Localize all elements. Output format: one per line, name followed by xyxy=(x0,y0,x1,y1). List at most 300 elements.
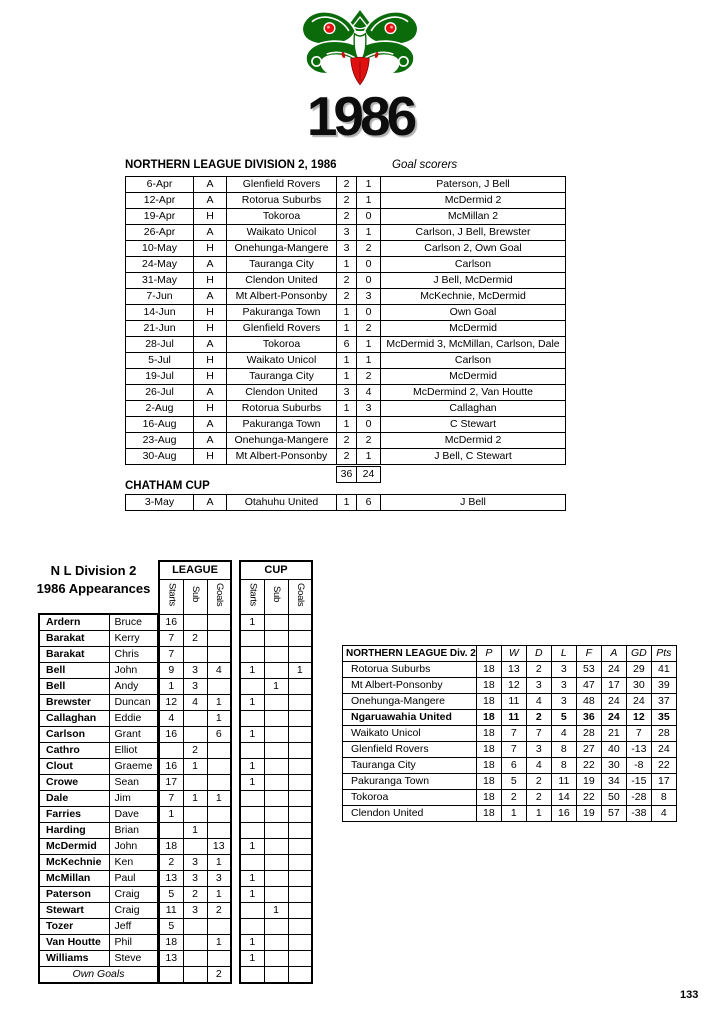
stat-value xyxy=(207,743,231,759)
match-goals-against: 1 xyxy=(357,353,381,369)
match-venue: H xyxy=(194,449,227,465)
standings-row xyxy=(343,678,677,694)
group-header-row xyxy=(240,561,312,580)
standings-value: 8 xyxy=(551,742,576,758)
match-goals-against: 2 xyxy=(357,321,381,337)
results-totals xyxy=(336,466,381,483)
match-goals-against: 1 xyxy=(357,193,381,209)
match-venue: A xyxy=(194,289,227,305)
stat-value: 2 xyxy=(183,887,207,903)
match-goals-for: 1 xyxy=(337,369,357,385)
appearances-league-stats-table xyxy=(158,560,232,984)
match-date: 10-May xyxy=(126,241,194,257)
player-firstname: Craig xyxy=(109,903,158,919)
player-row xyxy=(39,647,158,663)
own-goals-stat-value xyxy=(183,967,207,984)
standings-column-header: L xyxy=(551,646,576,662)
player-row xyxy=(39,807,158,823)
standings-value: 1 xyxy=(526,806,551,822)
match-goals-for: 3 xyxy=(337,385,357,401)
match-goals-for: 2 xyxy=(337,289,357,305)
standings-row xyxy=(343,694,677,710)
match-goals-against: 0 xyxy=(357,257,381,273)
match-date: 6-Apr xyxy=(126,177,194,193)
stat-value: 1 xyxy=(183,759,207,775)
standings-value: 22 xyxy=(576,790,601,806)
match-scorers: McDermid xyxy=(381,321,566,337)
match-row xyxy=(126,241,566,257)
player-row xyxy=(39,887,158,903)
match-scorers: J Bell, C Stewart xyxy=(381,449,566,465)
match-goals-for: 2 xyxy=(337,273,357,289)
stat-value xyxy=(183,839,207,855)
stat-value: 1 xyxy=(207,791,231,807)
match-row xyxy=(126,337,566,353)
stat-value xyxy=(240,647,264,663)
match-row xyxy=(126,177,566,193)
match-row xyxy=(126,321,566,337)
stat-value: 4 xyxy=(207,663,231,679)
player-stats-row xyxy=(240,823,312,839)
player-surname: Crowe xyxy=(39,775,109,791)
match-scorers: McDermid 2 xyxy=(381,433,566,449)
match-opponent: Mt Albert-Ponsonby xyxy=(227,289,337,305)
stat-value: 2 xyxy=(159,855,183,871)
match-goals-against: 0 xyxy=(357,305,381,321)
standings-value: 57 xyxy=(601,806,626,822)
standings-value: 34 xyxy=(601,774,626,790)
stat-value xyxy=(288,727,312,743)
stat-value xyxy=(240,903,264,919)
match-opponent: Tokoroa xyxy=(227,209,337,225)
match-goals-against: 1 xyxy=(357,225,381,241)
player-row xyxy=(39,791,158,807)
match-row xyxy=(126,385,566,401)
standings-value: 48 xyxy=(576,694,601,710)
stat-value xyxy=(264,871,288,887)
match-opponent: Mt Albert-Ponsonby xyxy=(227,449,337,465)
match-goals-for: 1 xyxy=(337,417,357,433)
stat-column-label-text: Starts xyxy=(166,582,178,606)
own-goals-stat-value xyxy=(159,967,183,984)
match-venue: A xyxy=(194,193,227,209)
player-row xyxy=(39,727,158,743)
player-row xyxy=(39,759,158,775)
match-row xyxy=(126,369,566,385)
stat-value xyxy=(159,823,183,839)
player-stats-row xyxy=(159,695,231,711)
stat-value: 1 xyxy=(159,679,183,695)
standings-value: 12 xyxy=(501,678,526,694)
standings-value: 18 xyxy=(476,662,501,678)
standings-value: 18 xyxy=(476,694,501,710)
stat-value: 11 xyxy=(159,903,183,919)
appearances-title-line2: 1986 Appearances xyxy=(36,581,151,596)
match-opponent: Waikato Unicol xyxy=(227,225,337,241)
match-scorers: McMillan 2 xyxy=(381,209,566,225)
stat-value xyxy=(240,679,264,695)
player-surname: Stewart xyxy=(39,903,109,919)
match-date: 3-May xyxy=(126,495,194,511)
match-goals-against: 4 xyxy=(357,385,381,401)
stat-value: 1 xyxy=(207,855,231,871)
player-stats-row xyxy=(159,743,231,759)
match-date: 28-Jul xyxy=(126,337,194,353)
total-goals-for: 36 xyxy=(337,467,357,483)
stat-value xyxy=(264,695,288,711)
maori-mask-icon xyxy=(299,6,421,91)
match-venue: A xyxy=(194,385,227,401)
standings-value: 41 xyxy=(651,662,676,678)
standings-column-header: GD xyxy=(626,646,651,662)
player-surname: McDermid xyxy=(39,839,109,855)
player-firstname: Brian xyxy=(109,823,158,839)
player-firstname: Eddie xyxy=(109,711,158,727)
standings-row xyxy=(343,662,677,678)
standings-value: 28 xyxy=(576,726,601,742)
match-row xyxy=(126,401,566,417)
match-goals-for: 2 xyxy=(337,177,357,193)
standings-column-header: D xyxy=(526,646,551,662)
stat-value: 4 xyxy=(183,695,207,711)
stat-value: 1 xyxy=(207,887,231,903)
player-stats-row xyxy=(240,791,312,807)
match-scorers: C Stewart xyxy=(381,417,566,433)
stat-value: 1 xyxy=(240,663,264,679)
stat-value xyxy=(183,951,207,967)
stat-value xyxy=(288,615,312,631)
player-stats-row xyxy=(240,695,312,711)
player-surname: Ardern xyxy=(39,614,109,631)
stat-value: 3 xyxy=(183,903,207,919)
match-goals-for: 1 xyxy=(337,495,357,511)
standings-value: 11 xyxy=(501,694,526,710)
stat-value: 1 xyxy=(264,679,288,695)
player-firstname: Elliot xyxy=(109,743,158,759)
player-stats-row xyxy=(240,743,312,759)
stat-value xyxy=(264,647,288,663)
stat-value xyxy=(288,855,312,871)
standings-row xyxy=(343,774,677,790)
player-firstname: Phil xyxy=(109,935,158,951)
standings-value: 13 xyxy=(501,662,526,678)
stat-value xyxy=(288,759,312,775)
stat-value: 1 xyxy=(240,615,264,631)
player-firstname: Dave xyxy=(109,807,158,823)
stat-value xyxy=(183,935,207,951)
stat-value xyxy=(240,823,264,839)
standings-value: 4 xyxy=(526,758,551,774)
player-row xyxy=(39,743,158,759)
match-goals-for: 2 xyxy=(337,433,357,449)
appearances-names-table xyxy=(38,613,159,984)
standings-value: 4 xyxy=(651,806,676,822)
own-goals-stat-value xyxy=(240,967,264,984)
player-surname: Dale xyxy=(39,791,109,807)
match-scorers: Paterson, J Bell xyxy=(381,177,566,193)
standings-value: -8 xyxy=(626,758,651,774)
player-firstname: Grant xyxy=(109,727,158,743)
player-row xyxy=(39,695,158,711)
stat-value: 18 xyxy=(159,935,183,951)
standings-column-header: Pts xyxy=(651,646,676,662)
stat-value xyxy=(207,759,231,775)
stat-value xyxy=(240,743,264,759)
standings-column-header: W xyxy=(501,646,526,662)
player-row xyxy=(39,903,158,919)
match-scorers: J Bell, McDermid xyxy=(381,273,566,289)
stat-value xyxy=(207,679,231,695)
stat-value xyxy=(288,743,312,759)
own-goals-label: Own Goals xyxy=(39,967,158,984)
standings-value: 16 xyxy=(551,806,576,822)
match-goals-for: 6 xyxy=(337,337,357,353)
stat-value xyxy=(264,711,288,727)
stat-value xyxy=(264,919,288,935)
appearances-cup-stats-table xyxy=(239,560,313,984)
standings-value: 7 xyxy=(526,726,551,742)
chatham-cup-table xyxy=(125,494,566,511)
match-scorers: McKechnie, McDermid xyxy=(381,289,566,305)
match-scorers: McDermid 3, McMillan, Carlson, Dale xyxy=(381,337,566,353)
player-firstname: Graeme xyxy=(109,759,158,775)
stat-value: 7 xyxy=(159,647,183,663)
match-scorers: Callaghan xyxy=(381,401,566,417)
match-goals-for: 2 xyxy=(337,209,357,225)
player-stats-row xyxy=(240,839,312,855)
match-row xyxy=(126,449,566,465)
player-row xyxy=(39,679,158,695)
player-surname: Farries xyxy=(39,807,109,823)
stat-value: 12 xyxy=(159,695,183,711)
match-scorers: Carlson xyxy=(381,257,566,273)
standings-team: Rotorua Suburbs xyxy=(343,662,477,678)
own-goals-stats-row xyxy=(240,967,312,984)
match-venue: H xyxy=(194,401,227,417)
stat-value: 4 xyxy=(159,711,183,727)
player-stats-row xyxy=(159,759,231,775)
stat-value xyxy=(264,935,288,951)
player-stats-row xyxy=(240,935,312,951)
standings-value: 22 xyxy=(576,758,601,774)
match-opponent: Rotorua Suburbs xyxy=(227,401,337,417)
match-scorers: Own Goal xyxy=(381,305,566,321)
player-surname: Bell xyxy=(39,663,109,679)
match-opponent: Waikato Unicol xyxy=(227,353,337,369)
stat-value: 6 xyxy=(207,727,231,743)
match-date: 19-Jul xyxy=(126,369,194,385)
stat-value: 7 xyxy=(159,631,183,647)
match-date: 2-Aug xyxy=(126,401,194,417)
results-table xyxy=(125,176,566,465)
standings-row xyxy=(343,790,677,806)
stat-value xyxy=(264,727,288,743)
stat-value: 1 xyxy=(159,807,183,823)
player-surname: Williams xyxy=(39,951,109,967)
standings-value: 27 xyxy=(576,742,601,758)
stat-value xyxy=(288,807,312,823)
player-stats-row xyxy=(159,919,231,935)
match-date: 19-Apr xyxy=(126,209,194,225)
stat-value xyxy=(240,807,264,823)
stat-value: 3 xyxy=(207,871,231,887)
player-stats-row xyxy=(240,711,312,727)
standings-value: -38 xyxy=(626,806,651,822)
standings-value: 3 xyxy=(526,678,551,694)
match-goals-for: 3 xyxy=(337,241,357,257)
player-surname: Brewster xyxy=(39,695,109,711)
stat-value: 3 xyxy=(183,871,207,887)
player-row xyxy=(39,951,158,967)
stat-value xyxy=(264,823,288,839)
stat-value: 5 xyxy=(159,919,183,935)
club-logo xyxy=(278,6,442,147)
match-venue: A xyxy=(194,337,227,353)
standings-value: 12 xyxy=(626,710,651,726)
stat-value: 1 xyxy=(240,695,264,711)
stat-value xyxy=(264,807,288,823)
stat-column-label-text: Goals xyxy=(294,582,306,607)
stat-value: 7 xyxy=(159,791,183,807)
player-stats-row xyxy=(159,871,231,887)
standings-value: 29 xyxy=(626,662,651,678)
stat-value: 3 xyxy=(183,679,207,695)
standings-value: 24 xyxy=(601,662,626,678)
stat-value: 3 xyxy=(183,663,207,679)
player-row xyxy=(39,775,158,791)
player-stats-row xyxy=(159,711,231,727)
standings-value: 18 xyxy=(476,742,501,758)
standings-value: 18 xyxy=(476,678,501,694)
standings-row xyxy=(343,710,677,726)
stat-value xyxy=(240,791,264,807)
chatham-cup-title: CHATHAM CUP xyxy=(125,480,210,492)
stat-value xyxy=(207,775,231,791)
standings-value: 40 xyxy=(601,742,626,758)
stat-value: 18 xyxy=(159,839,183,855)
standings-value: 22 xyxy=(651,758,676,774)
stat-value xyxy=(207,823,231,839)
player-surname: Callaghan xyxy=(39,711,109,727)
standings-value: 1 xyxy=(501,806,526,822)
player-stats-row xyxy=(240,679,312,695)
match-venue: A xyxy=(194,257,227,273)
stat-column-label-text: Sub xyxy=(190,586,201,603)
stat-value xyxy=(264,631,288,647)
player-surname: Cathro xyxy=(39,743,109,759)
match-opponent: Glenfield Rovers xyxy=(227,321,337,337)
stat-value xyxy=(207,919,231,935)
standings-row xyxy=(343,742,677,758)
standings-value: 7 xyxy=(501,726,526,742)
match-row xyxy=(126,433,566,449)
player-firstname: Craig xyxy=(109,887,158,903)
group-header-row xyxy=(159,561,231,580)
match-goals-for: 1 xyxy=(337,401,357,417)
player-firstname: John xyxy=(109,839,158,855)
match-goals-against: 1 xyxy=(357,449,381,465)
match-row xyxy=(126,257,566,273)
player-stats-row xyxy=(159,935,231,951)
player-firstname: Andy xyxy=(109,679,158,695)
player-stats-row xyxy=(240,663,312,679)
stat-columns-row xyxy=(159,580,231,615)
standings-value: 6 xyxy=(501,758,526,774)
appearances-title xyxy=(28,562,159,598)
standings-value: 7 xyxy=(626,726,651,742)
player-firstname: Ken xyxy=(109,855,158,871)
stat-value xyxy=(288,839,312,855)
stat-value: 13 xyxy=(159,951,183,967)
match-venue: H xyxy=(194,209,227,225)
match-opponent: Otahuhu United xyxy=(227,495,337,511)
player-stats-row xyxy=(159,647,231,663)
stat-value xyxy=(240,919,264,935)
stat-value xyxy=(183,775,207,791)
player-firstname: Steve xyxy=(109,951,158,967)
match-date: 30-Aug xyxy=(126,449,194,465)
logo-year-text: 1986 xyxy=(306,85,414,147)
standings-value: 14 xyxy=(551,790,576,806)
standings-team: Waikato Unicol xyxy=(343,726,477,742)
player-stats-row xyxy=(240,903,312,919)
stat-value xyxy=(288,951,312,967)
player-stats-row xyxy=(240,887,312,903)
match-row xyxy=(126,417,566,433)
match-scorers: J Bell xyxy=(381,495,566,511)
player-row xyxy=(39,663,158,679)
totals-row xyxy=(337,467,381,483)
stat-value xyxy=(207,631,231,647)
stat-value xyxy=(288,791,312,807)
match-goals-for: 2 xyxy=(337,193,357,209)
player-stats-row xyxy=(159,679,231,695)
standings-team: Ngaruawahia United xyxy=(343,710,477,726)
match-venue: H xyxy=(194,241,227,257)
stat-column-label xyxy=(183,580,207,615)
standings-value: 8 xyxy=(651,790,676,806)
match-goals-for: 3 xyxy=(337,225,357,241)
player-surname: Harding xyxy=(39,823,109,839)
player-row xyxy=(39,823,158,839)
standings-value: 30 xyxy=(601,758,626,774)
stat-value: 1 xyxy=(207,935,231,951)
stat-column-label-text: Sub xyxy=(271,586,282,603)
standings-row xyxy=(343,758,677,774)
stat-value: 16 xyxy=(159,615,183,631)
stat-value: 1 xyxy=(183,791,207,807)
stat-value xyxy=(183,647,207,663)
player-stats-row xyxy=(159,615,231,631)
standings-value: 2 xyxy=(501,790,526,806)
stat-value: 2 xyxy=(183,743,207,759)
group-label: CUP xyxy=(240,561,312,580)
player-row xyxy=(39,919,158,935)
stat-value xyxy=(288,903,312,919)
stat-value xyxy=(264,743,288,759)
match-venue: A xyxy=(194,225,227,241)
standings-value: 18 xyxy=(476,806,501,822)
stat-column-label xyxy=(240,580,264,615)
player-surname: Barakat xyxy=(39,647,109,663)
standings-column-header: A xyxy=(601,646,626,662)
match-scorers: McDermid 2 xyxy=(381,193,566,209)
standings-value: 4 xyxy=(551,726,576,742)
standings-value: 24 xyxy=(601,694,626,710)
match-opponent: Clendon United xyxy=(227,273,337,289)
player-firstname: Sean xyxy=(109,775,158,791)
match-venue: H xyxy=(194,273,227,289)
